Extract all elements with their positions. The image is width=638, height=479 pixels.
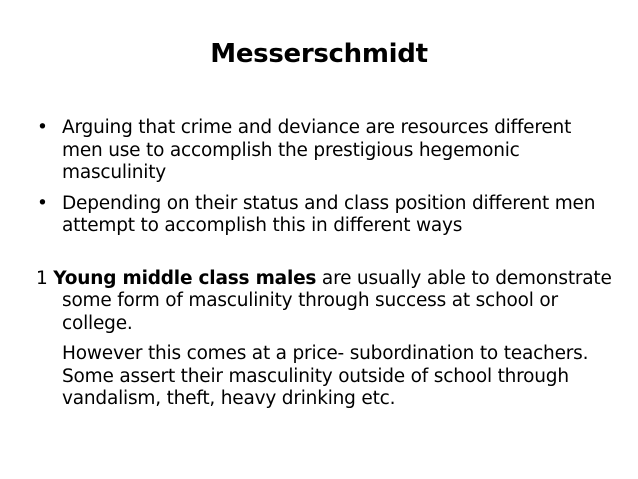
point-heading: Young middle class males: [53, 267, 317, 289]
bullet-icon: •: [37, 192, 48, 214]
point-number: 1: [36, 267, 48, 289]
bullet-icon: •: [37, 117, 48, 138]
bullet-item-2: [36, 193, 616, 238]
point-paragraph-1: [36, 268, 616, 336]
bullet-text-2: Depending on their status and class position different men attempt to accomplish this in different ways: [62, 192, 596, 236]
point-paragraph-continuation: However this comes at a price- subordination to teachers. Some assert their masculinity outside of school through vandalism, theft, heavy drinking etc.: [62, 343, 589, 409]
slide-title: Messerschmidt: [210, 39, 428, 69]
slide-body: [36, 117, 616, 411]
bullet-text-1: Arguing that crime and deviance are resources different men use to accomplish the prestigious hegemonic masculinity: [62, 117, 572, 183]
point-text: are usually able to demonstrate some form of masculinity through success at school or college.: [62, 267, 612, 334]
bullet-item-1: [36, 117, 616, 185]
